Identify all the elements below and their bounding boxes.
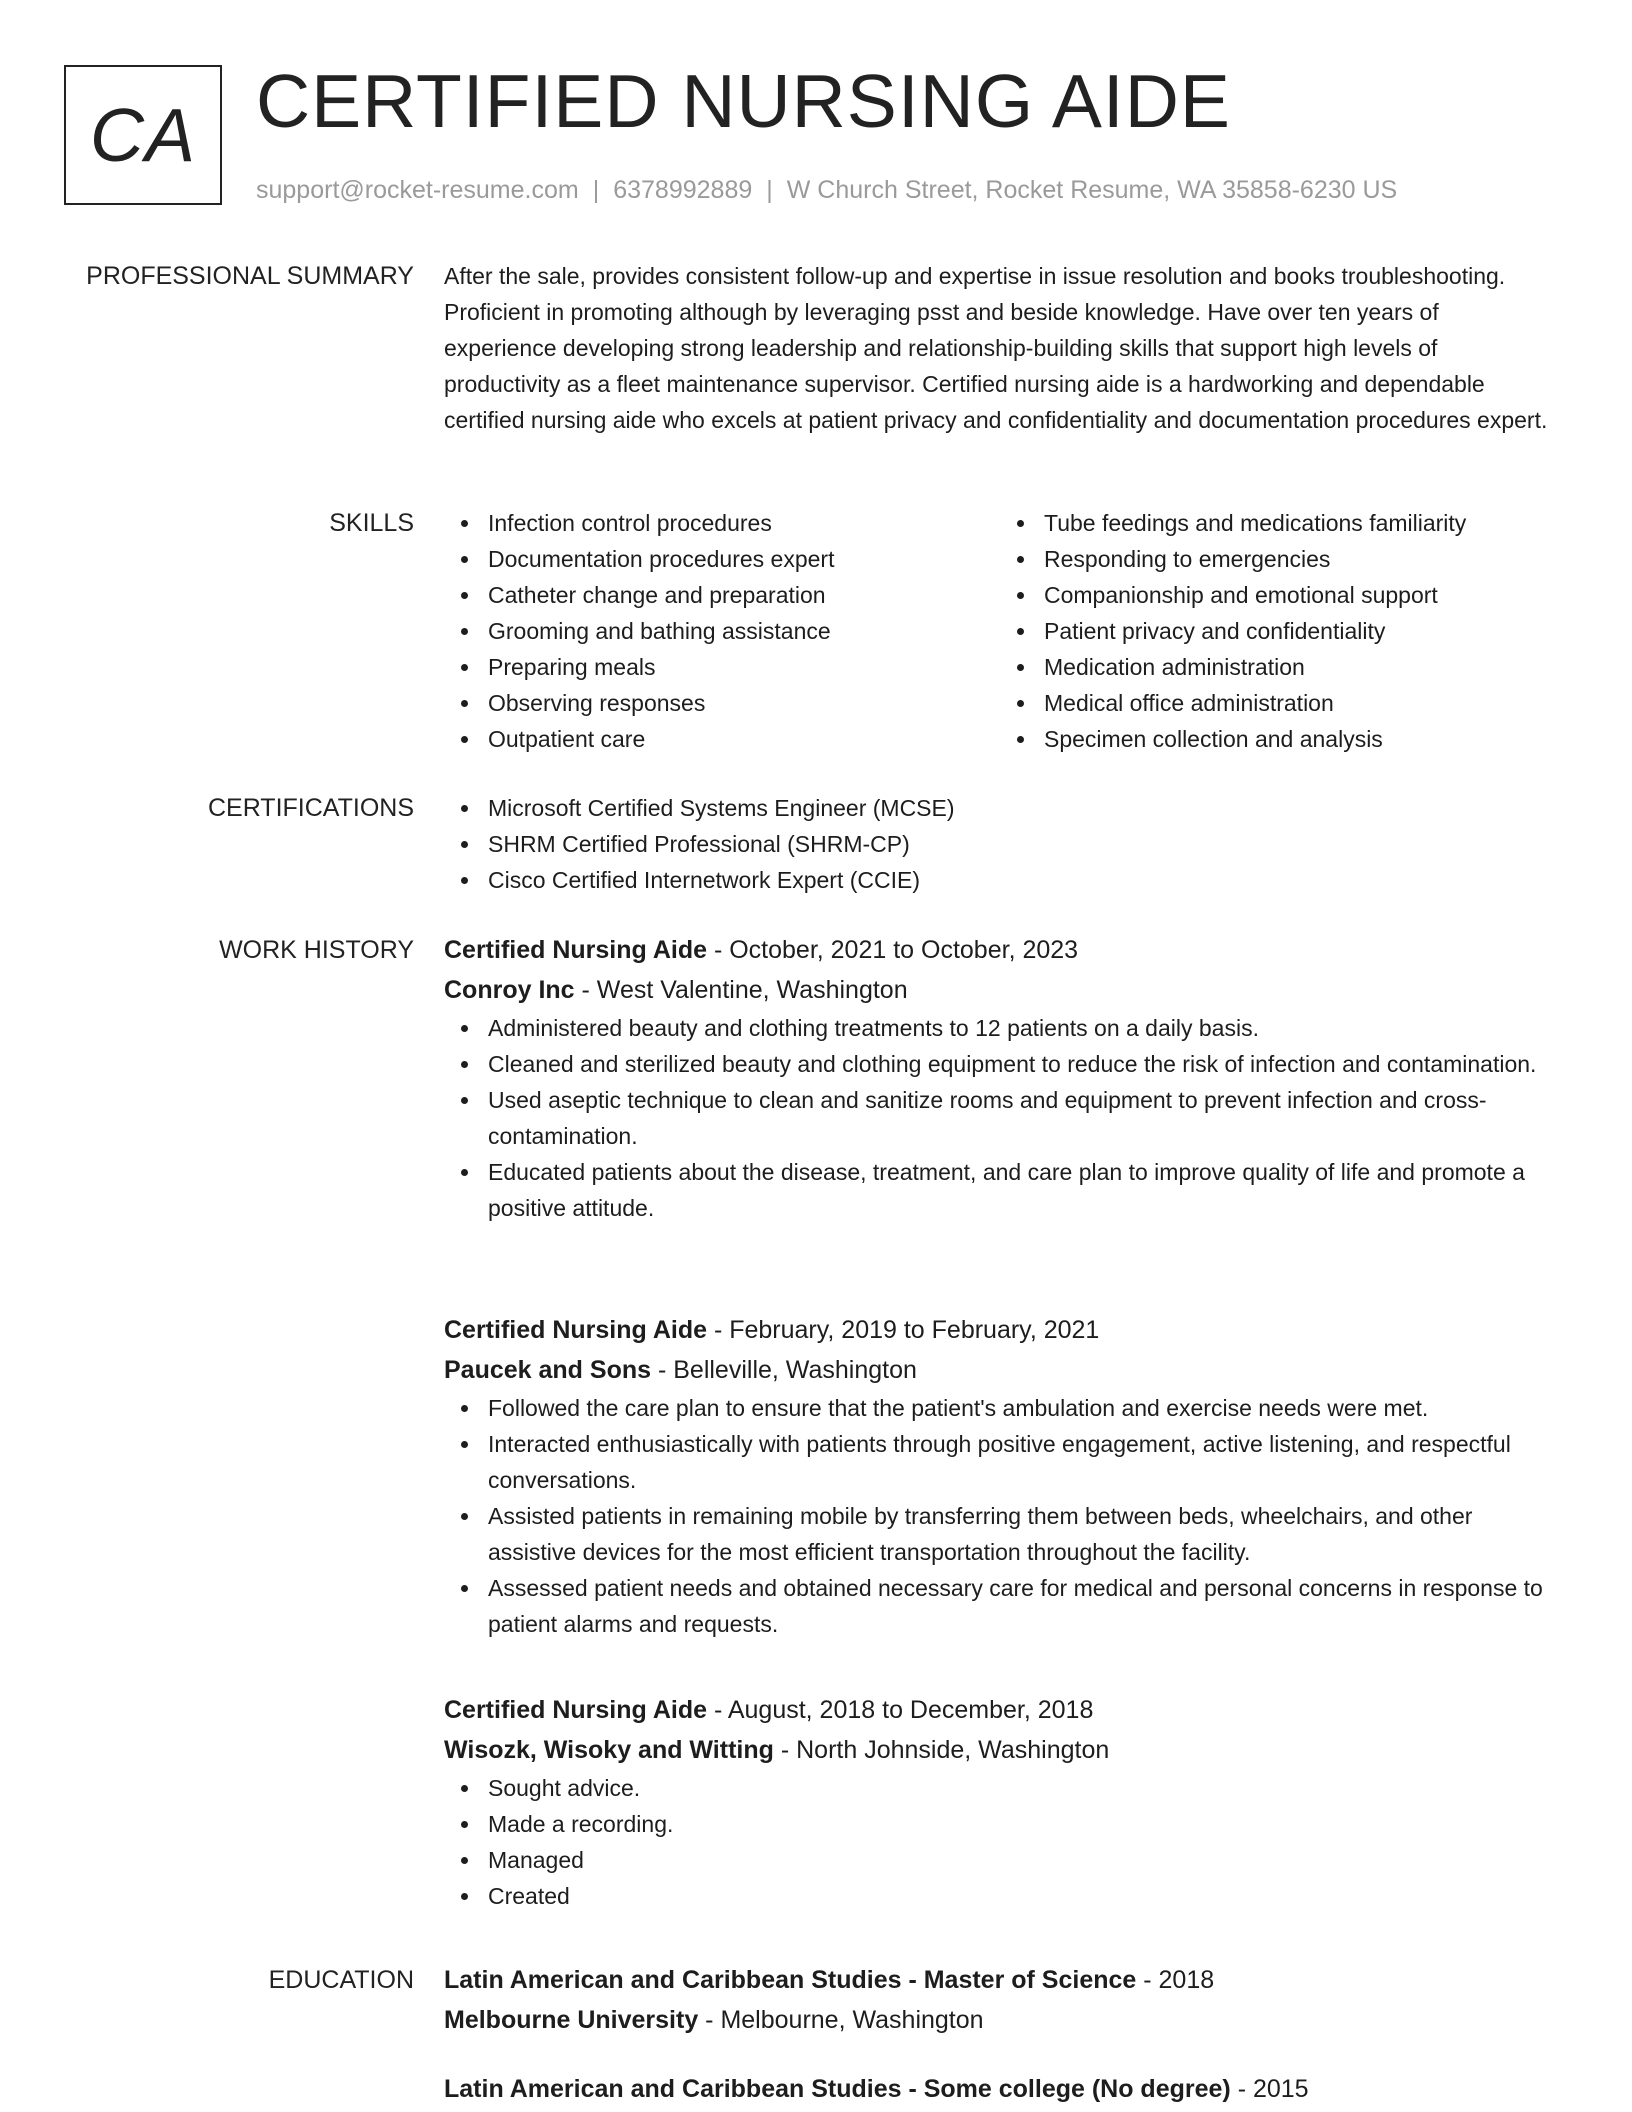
summary-text: After the sale, provides consistent follow-up and expertise in issue resolution and books troubleshooting. Proficient in promoting although by leveraging psst and beside knowledge. Have over ten years of experience developing strong leadership and relationship-building skills that support high levels of productivity as a fleet maintenance supervisor. Certified nursing aide is a hardworking and dependable certified nursing aide who excels at patient privacy and confidentiality and documentation procedures expert.	[444, 263, 1548, 433]
skill-item: Preparing meals	[488, 649, 1000, 685]
job-title: Certified Nursing Aide	[444, 1696, 707, 1724]
job-dates: - August, 2018 to December, 2018	[707, 1696, 1094, 1724]
job-entry	[444, 1690, 1556, 1914]
skill-item: Documentation procedures expert	[488, 541, 1000, 577]
education-entry	[444, 2069, 1556, 2109]
page-title: CERTIFIED NURSING AIDE	[256, 59, 1231, 143]
job-location: - Belleville, Washington	[651, 1356, 917, 1384]
job-company: Paucek and Sons	[444, 1356, 652, 1384]
skills-list-left	[444, 505, 1000, 757]
skill-item: Medical office administration	[1044, 685, 1556, 721]
skill-item: Specimen collection and analysis	[1044, 721, 1556, 757]
job-company-line	[444, 970, 1556, 1010]
job-duty: Sought advice.	[488, 1770, 1556, 1806]
education-degree: Latin American and Caribbean Studies - Master of Science	[444, 1966, 1137, 1994]
skill-item: Tube feedings and medications familiarity	[1044, 505, 1556, 541]
job-title-line	[444, 1690, 1556, 1730]
contact-separator: |	[766, 176, 773, 204]
education-year: - 2015	[1230, 2075, 1309, 2103]
skills-list-right	[1000, 505, 1556, 757]
job-location: - West Valentine, Washington	[574, 976, 908, 1004]
job-duty: Used aseptic technique to clean and sanitize rooms and equipment to prevent infection and cross-contamination.	[488, 1082, 1556, 1154]
job-dates: - October, 2021 to October, 2023	[707, 936, 1079, 964]
job-title-line	[444, 930, 1556, 970]
skill-item: Infection control procedures	[488, 505, 1000, 541]
job-title: Certified Nursing Aide	[444, 1316, 707, 1344]
skill-item: Patient privacy and confidentiality	[1044, 613, 1556, 649]
job-duty: Educated patients about the disease, treatment, and care plan to improve quality of life and promote a positive attitude.	[488, 1154, 1556, 1226]
education-school: Melbourne University	[444, 2006, 699, 2034]
contact-address: W Church Street, Rocket Resume, WA 35858-6230 US	[786, 176, 1398, 204]
job-duty: Assessed patient needs and obtained necessary care for medical and personal concerns in response to patient alarms and requests.	[488, 1570, 1556, 1642]
education-degree-line	[444, 1960, 1556, 2000]
certification-item: SHRM Certified Professional (SHRM-CP)	[488, 826, 1556, 862]
skill-item: Outpatient care	[488, 721, 1000, 757]
skill-item: Grooming and bathing assistance	[488, 613, 1000, 649]
job-duties-list	[444, 1770, 1556, 1914]
job-duty: Created	[488, 1878, 1556, 1914]
job-duty: Followed the care plan to ensure that the patient's ambulation and exercise needs were met.	[488, 1390, 1556, 1426]
job-duty: Cleaned and sterilized beauty and clothing equipment to reduce the risk of infection and contamination.	[488, 1046, 1556, 1082]
job-entry	[444, 1310, 1556, 1642]
job-duties-list	[444, 1390, 1556, 1642]
job-duty: Made a recording.	[488, 1806, 1556, 1842]
certifications-list	[444, 790, 1556, 898]
education-entry	[444, 1960, 1556, 2040]
contact-phone[interactable]: 6378992889	[613, 176, 753, 204]
job-title-line	[444, 1310, 1556, 1350]
job-company: Conroy Inc	[444, 976, 575, 1004]
job-company: Wisozk, Wisoky and Witting	[444, 1736, 774, 1764]
job-location: - North Johnside, Washington	[773, 1736, 1110, 1764]
job-company-line	[444, 1350, 1556, 1390]
education-school-line	[444, 2000, 1556, 2040]
job-duty: Interacted enthusiastically with patients through positive engagement, active listening, and respectful conversations.	[488, 1426, 1556, 1498]
contact-line	[256, 174, 1397, 206]
job-duty: Administered beauty and clothing treatments to 12 patients on a daily basis.	[488, 1010, 1556, 1046]
section-label: CERTIFICATIONS	[207, 794, 414, 822]
skill-item: Medication administration	[1044, 649, 1556, 685]
section-label: PROFESSIONAL SUMMARY	[86, 262, 414, 290]
education-location: - Melbourne, Washington	[698, 2006, 984, 2034]
job-duties-list	[444, 1010, 1556, 1226]
job-dates: - February, 2019 to February, 2021	[707, 1316, 1100, 1344]
section-label: EDUCATION	[268, 1966, 414, 1994]
job-title: Certified Nursing Aide	[444, 936, 707, 964]
job-duty: Assisted patients in remaining mobile by transferring them between beds, wheelchairs, and other assistive devices for the most efficient transportation throughout the facility.	[488, 1498, 1556, 1570]
skill-item: Observing responses	[488, 685, 1000, 721]
education-degree-line	[444, 2069, 1556, 2109]
job-entry	[444, 930, 1556, 1226]
section-label: WORK HISTORY	[219, 936, 414, 964]
monogram-initials: CA	[89, 93, 197, 177]
job-duty: Managed	[488, 1842, 1556, 1878]
contact-separator: |	[592, 176, 600, 204]
education-year: - 2018	[1136, 1966, 1215, 1994]
skill-item: Companionship and emotional support	[1044, 577, 1556, 613]
certification-item: Cisco Certified Internetwork Expert (CCIE)	[488, 862, 1556, 898]
skill-item: Catheter change and preparation	[488, 577, 1000, 613]
job-company-line	[444, 1730, 1556, 1770]
monogram-badge	[64, 65, 222, 205]
contact-email[interactable]: support@rocket-resume.com	[256, 176, 579, 204]
skill-item: Responding to emergencies	[1044, 541, 1556, 577]
education-degree: Latin American and Caribbean Studies - Some college (No degree)	[444, 2075, 1231, 2103]
certification-item: Microsoft Certified Systems Engineer (MCSE)	[488, 790, 1556, 826]
section-label: SKILLS	[329, 509, 414, 537]
